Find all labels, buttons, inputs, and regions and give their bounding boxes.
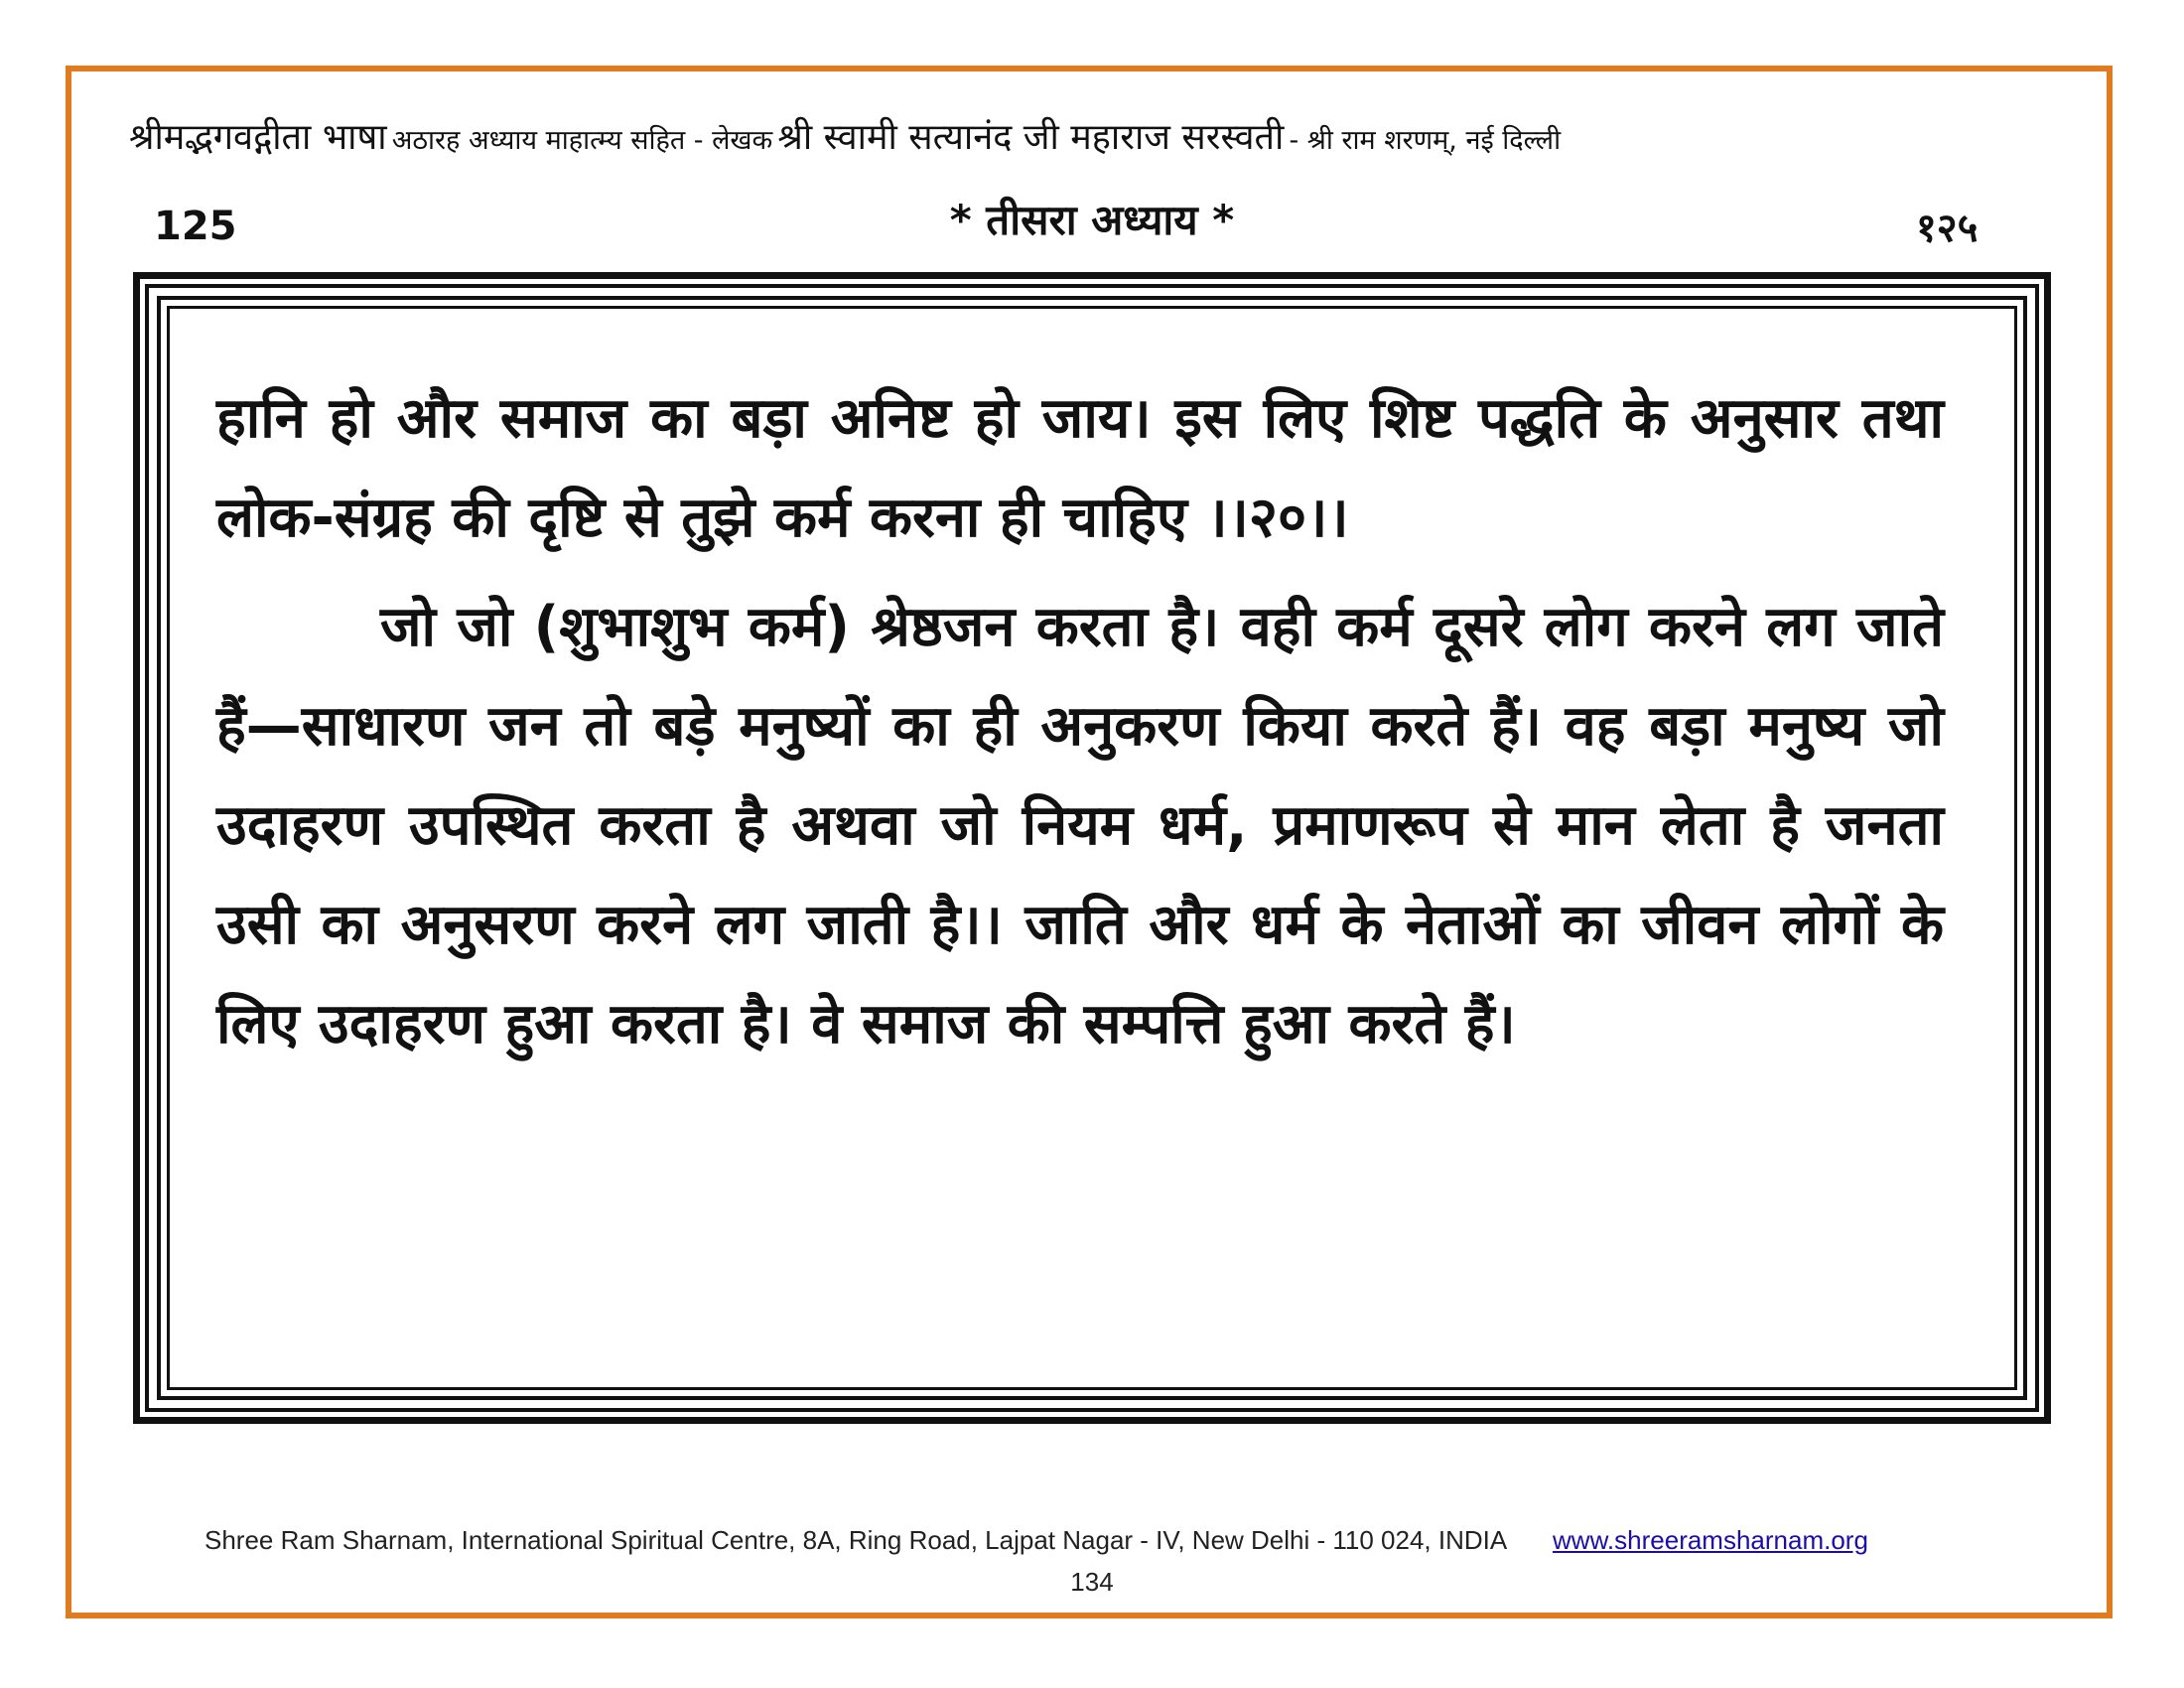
book-subtitle: अठारह अध्याय माहात्म्य सहित - लेखक [391,125,773,156]
footer-address: Shree Ram Sharnam, International Spiritual Centre, 8A, Ring Road, Lajpat Nagar - IV, New Delhi - 110 024, INDIA [205,1525,1506,1555]
running-header [129,111,2065,160]
author-name: श्री स्वामी सत्यानंद जी महाराज सरस्वती [777,117,1285,158]
page-number-hindi: १२५ [1916,206,1979,251]
page-body [216,369,1944,1074]
chapter-title: * तीसरा अध्याय * [949,196,1235,244]
book-title: श्रीमद्भगवद्गीता भाषा [129,117,387,158]
footer-address-line [205,1525,1991,1556]
paragraph-verse-21: जो जो (शुभाशुभ कर्म) श्रेष्ठजन करता है। वही कर्म दूसरे लोग करने लग जाते हैं—साधारण जन तो बड़े मनुष्यों का ही अनुकरण किया करते हैं। वह बड़ा मनुष्य जो उदाहरण उपस्थित करता है अथवा जो नियम धर्म, प्रमाणरूप से मान लेता है जनता उसी का अनुसरण करने लग जाती है।। जाति और धर्म के नेताओं का जीवन लोगों के लिए उदाहरण हुआ करता है। वे समाज की सम्पत्ति हुआ करते हैं। [216,595,1944,1056]
footer-page-number: 134 [1070,1567,1114,1597]
website-link[interactable]: www.shreeramsharnam.org [1553,1525,1868,1555]
publisher-name: - श्री राम शरणम्, नई दिल्ली [1289,125,1562,156]
paragraph-verse-20: हानि हो और समाज का बड़ा अनिष्ट हो जाय। इस लिए शिष्ट पद्धति के अनुसार तथा लोक-संग्रह की दृष्टि से तुझे कर्म करना ही चाहिए ।।२०।। [216,386,1944,550]
page-number-english: 125 [154,204,237,249]
